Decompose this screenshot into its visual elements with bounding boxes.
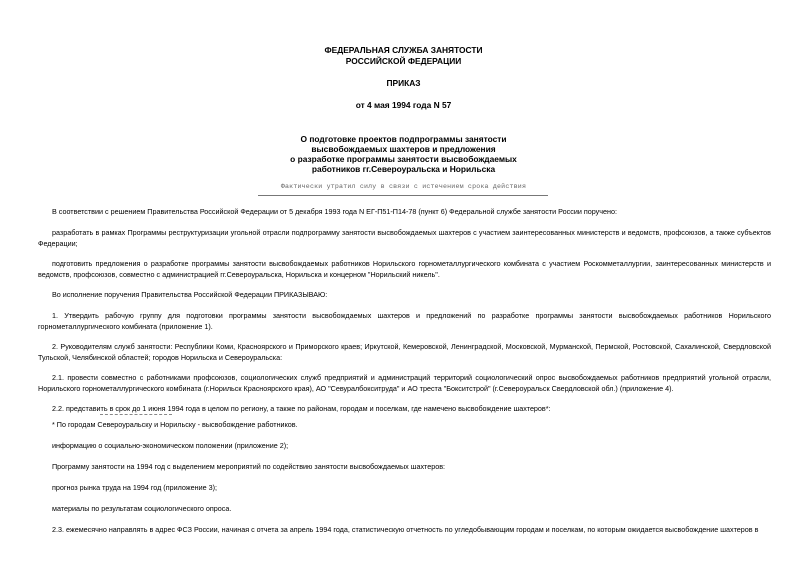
doc-type: ПРИКАЗ: [386, 78, 421, 88]
paragraph-order: Во исполнение поручения Правительства Российской Федерации ПРИКАЗЫВАЮ:: [52, 290, 328, 299]
paragraph-materials: материалы по результатам социологического опроса.: [52, 504, 232, 513]
status-note: Фактически утратил силу в связи с истечением срока действия: [280, 183, 527, 190]
footnote-separator: [100, 414, 172, 415]
paragraph-program: Программу занятости на 1994 год с выделением мероприятий по содействию занятости высвобождаемых шахтеров:: [52, 462, 446, 471]
paragraph-item-2-2: 2.2. представить в срок до 1 июня 1994 года в целом по региону, а также по районам, городам и поселкам, где намечено высвобождение шахтеров*:: [52, 404, 551, 413]
date-number: от 4 мая 1994 года N 57: [355, 100, 452, 110]
title-line-3: о разработке программы занятости высвобождаемых: [290, 154, 517, 164]
agency-line-2: РОССИЙСКОЙ ФЕДЕРАЦИИ: [345, 56, 462, 66]
paragraph-item-1: 1. Утвердить рабочую группу для подготовки программы занятости высвобождаемых шахтеров и предложений по разработке программы занятости высвобождаемых работников Норильского горнометаллургического комбината (приложение 1).: [38, 311, 771, 331]
paragraph-item-2-3: 2.3. ежемесячно направлять в адрес ФСЗ России, начиная с отчета за апрель 1994 года, статистическую отчетность по угледобывающим городам и поселкам, по которым ожидается высвобождение шахтеров в: [52, 525, 759, 534]
paragraph-task-2: подготовить предложения о разработке программы занятости высвобождаемых работников Норильского горнометаллургического комбината с участием Роскомметаллургии, заинтересованных министерств и ведомств, профсоюзов, совместно с администрацией гг.Североуральска, Норильска и концерном "Норильский никель".: [38, 259, 771, 279]
title-line-2: высвобождаемых шахтеров и предложения: [311, 144, 496, 154]
divider: [258, 195, 548, 196]
paragraph-info: информацию о социально-экономическом положении (приложение 2);: [52, 441, 289, 450]
paragraph-item-2: 2. Руководителям служб занятости: Республики Коми, Красноярского и Приморского краев; Иркутской, Кемеровской, Ленинградской, Московской, Мурманской, Пермской, Ростовской, Сахалинской, Свердловской Тульской, Челябинской областей; городов Норильска и Североуральска:: [38, 342, 771, 362]
paragraph-intro: В соответствии с решением Правительства Российской Федерации от 5 декабря 1993 года N ЕГ-П51-П14-78 (пункт 6) Федеральной службе занятости России поручено:: [52, 207, 617, 216]
paragraph-forecast: прогноз рынка труда на 1994 год (приложение 3);: [52, 483, 217, 492]
title-line-4: работников гг.Североуральска и Норильска: [311, 164, 496, 174]
paragraph-item-2-1: 2.1. провести совместно с работниками профсоюзов, социологических служб предприятий и администраций территорий социологический опрос высвобождаемых работников предприятий угольной отрасли, Норильского горнометаллургического комбината (г.Норильск Красноярского края), АО "Севуралбокситруда" и АО треста "Бокситстрой" (г.Североуральск Свердловской обл.) (приложение 4).: [38, 373, 771, 393]
title-line-1: О подготовке проектов подпрограммы занятости: [300, 134, 507, 144]
agency-line-1: ФЕДЕРАЛЬНАЯ СЛУЖБА ЗАНЯТОСТИ: [324, 45, 483, 55]
footnote: * По городам Североуральску и Норильску - высвобождение работников.: [52, 420, 298, 429]
paragraph-task-1: разработать в рамках Программы реструктуризации угольной отрасли подпрограмму занятости высвобождаемых шахтеров с участием заинтересованных министерств и ведомств, профсоюзов, а также субъектов Федерации;: [38, 228, 771, 248]
